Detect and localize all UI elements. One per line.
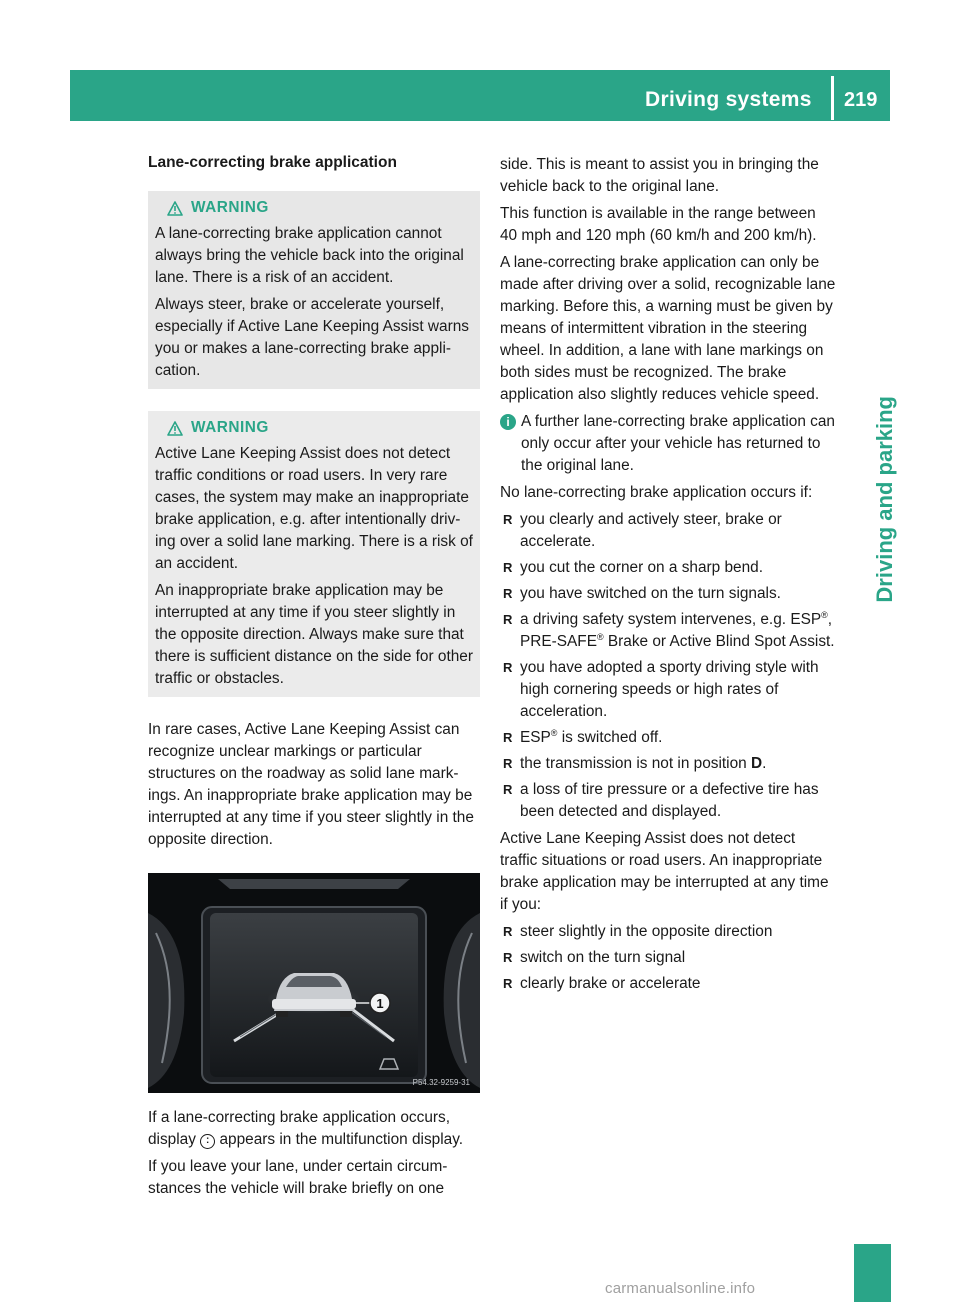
list-item: R switch on the turn signal	[500, 947, 836, 969]
section-title: Driving systems	[645, 88, 812, 111]
body-paragraph: A lane-correcting brake application can only be made after driving over a solid, recognizable lane marking. Before this, a warning must be given by means of intermittent vibration in the steering wheel. In addition, a lane with lane markings on both sides must be recognized. The brake application also slightly reduces vehicle speed.	[500, 254, 836, 403]
warning-triangle-icon	[167, 421, 183, 436]
list-item: R you have adopted a sporty driving style with high cornering speeds or high rates of acceleration.	[500, 657, 836, 723]
header-divider	[831, 76, 834, 120]
info-text: A further lane-correcting brake application can only occur after your vehicle has returned to the original lane.	[521, 413, 835, 474]
warning-text: A lane-correcting brake application cannot always bring the vehicle back into the original lane. There is a risk of an accident.	[155, 225, 464, 286]
multifunction-display-figure	[148, 873, 480, 1093]
body-paragraph: Active Lane Keeping Assist does not detect traffic situations or road users. An inappropriate brake application may be interrupted at any time if you:	[500, 830, 829, 913]
warning-title-text: WARNING	[191, 419, 269, 436]
list-item-text: , PRE-SAFE	[520, 611, 833, 650]
info-icon: i	[500, 414, 516, 430]
body-paragraph: In rare cases, Active Lane Keeping Assist can recognize unclear markings or particular structures on the roadway as solid lane markings. An inappropriate brake application may be interrupted at any time if you steer slightly in the opposite direction.	[148, 721, 474, 848]
list-item-text: a driving safety system intervenes, e.g. ESP	[520, 611, 822, 628]
warning-box-2	[148, 411, 480, 697]
list-item: R steer slightly in the opposite direction	[500, 921, 836, 943]
page-number: 219	[844, 89, 878, 111]
image-code: P54.32-9259-31	[412, 1078, 470, 1087]
registered-mark: ®	[821, 609, 828, 620]
list-item: R a loss of tire pressure or a defective tire has been detected and displayed.	[500, 779, 836, 823]
body-paragraph: side. This is meant to assist you in bringing the vehicle back to the original lane.	[500, 156, 819, 195]
warning-title-text: WARNING	[191, 199, 269, 216]
warning-text: Always steer, brake or accelerate yourself, especially if Active Lane Keeping Assist warns you or makes a lane-correcting brake application.	[155, 296, 469, 379]
list-item: R you have switched on the turn signals.	[500, 583, 836, 605]
registered-mark: ®	[550, 727, 558, 738]
list-item: R you cut the corner on a sharp bend.	[500, 557, 836, 579]
warning-title-2	[155, 417, 473, 439]
side-tab	[864, 396, 904, 603]
warning-title-1	[155, 197, 473, 219]
warning-triangle-icon	[167, 201, 183, 216]
callout-number: 1	[376, 996, 384, 1011]
list-item-text: ESP	[520, 729, 551, 746]
right-column	[500, 154, 836, 1000]
list-item-text: the transmission is not in position	[520, 755, 751, 772]
gear-position: D	[750, 755, 763, 772]
list-item-text: Brake or Active Blind Spot Assist.	[603, 633, 835, 650]
figure-caption	[148, 1107, 480, 1151]
body-paragraph: If you leave your lane, under certain circumstances the vehicle will brake briefly on one	[148, 1158, 448, 1197]
list-item	[500, 609, 836, 653]
list-item: R you clearly and actively steer, brake or accelerate.	[500, 509, 836, 553]
callout-marker: :	[200, 1134, 215, 1149]
warning-box-1	[148, 191, 480, 389]
side-tab-block	[854, 1244, 891, 1302]
registered-mark: ®	[596, 631, 604, 642]
warning-text: An inappropriate brake application may be interrupted at any time if you steer slightly in the opposite direction. Always make sure that there is sufficient distance on the side for other traffic or obstacles.	[155, 582, 473, 687]
instrument-cluster-illustration	[148, 873, 480, 1093]
caption-text: If a lane-correcting brake application occurs, display	[148, 1109, 450, 1148]
section-heading: Lane-correcting brake application	[148, 154, 397, 171]
caption-text: appears in the multifunction display.	[219, 1131, 464, 1148]
list-item-text: .	[762, 755, 767, 772]
condition-list	[500, 509, 836, 823]
list-item	[500, 753, 836, 775]
list-item-text: is switched off.	[557, 729, 663, 746]
body-paragraph: No lane-correcting brake application occurs if:	[500, 484, 813, 501]
footer-watermark: carmanualsonline.info	[605, 1280, 756, 1297]
list-item: R clearly brake or accelerate	[500, 973, 836, 995]
left-column	[148, 152, 480, 1205]
warning-text: Active Lane Keeping Assist does not detect traffic conditions or road users. In very rare cases, the system may make an inappropriate brake application, e.g. after intentionally driving over a solid lane marking. There is a risk of an accident.	[155, 445, 473, 572]
condition-list-2	[500, 921, 836, 995]
list-item	[500, 727, 836, 749]
side-tab-label: Driving and parking	[872, 396, 897, 603]
info-note	[500, 411, 836, 477]
body-paragraph: This function is available in the range between 40 mph and 120 mph (60 km/h and 200 km/h).	[500, 205, 817, 244]
